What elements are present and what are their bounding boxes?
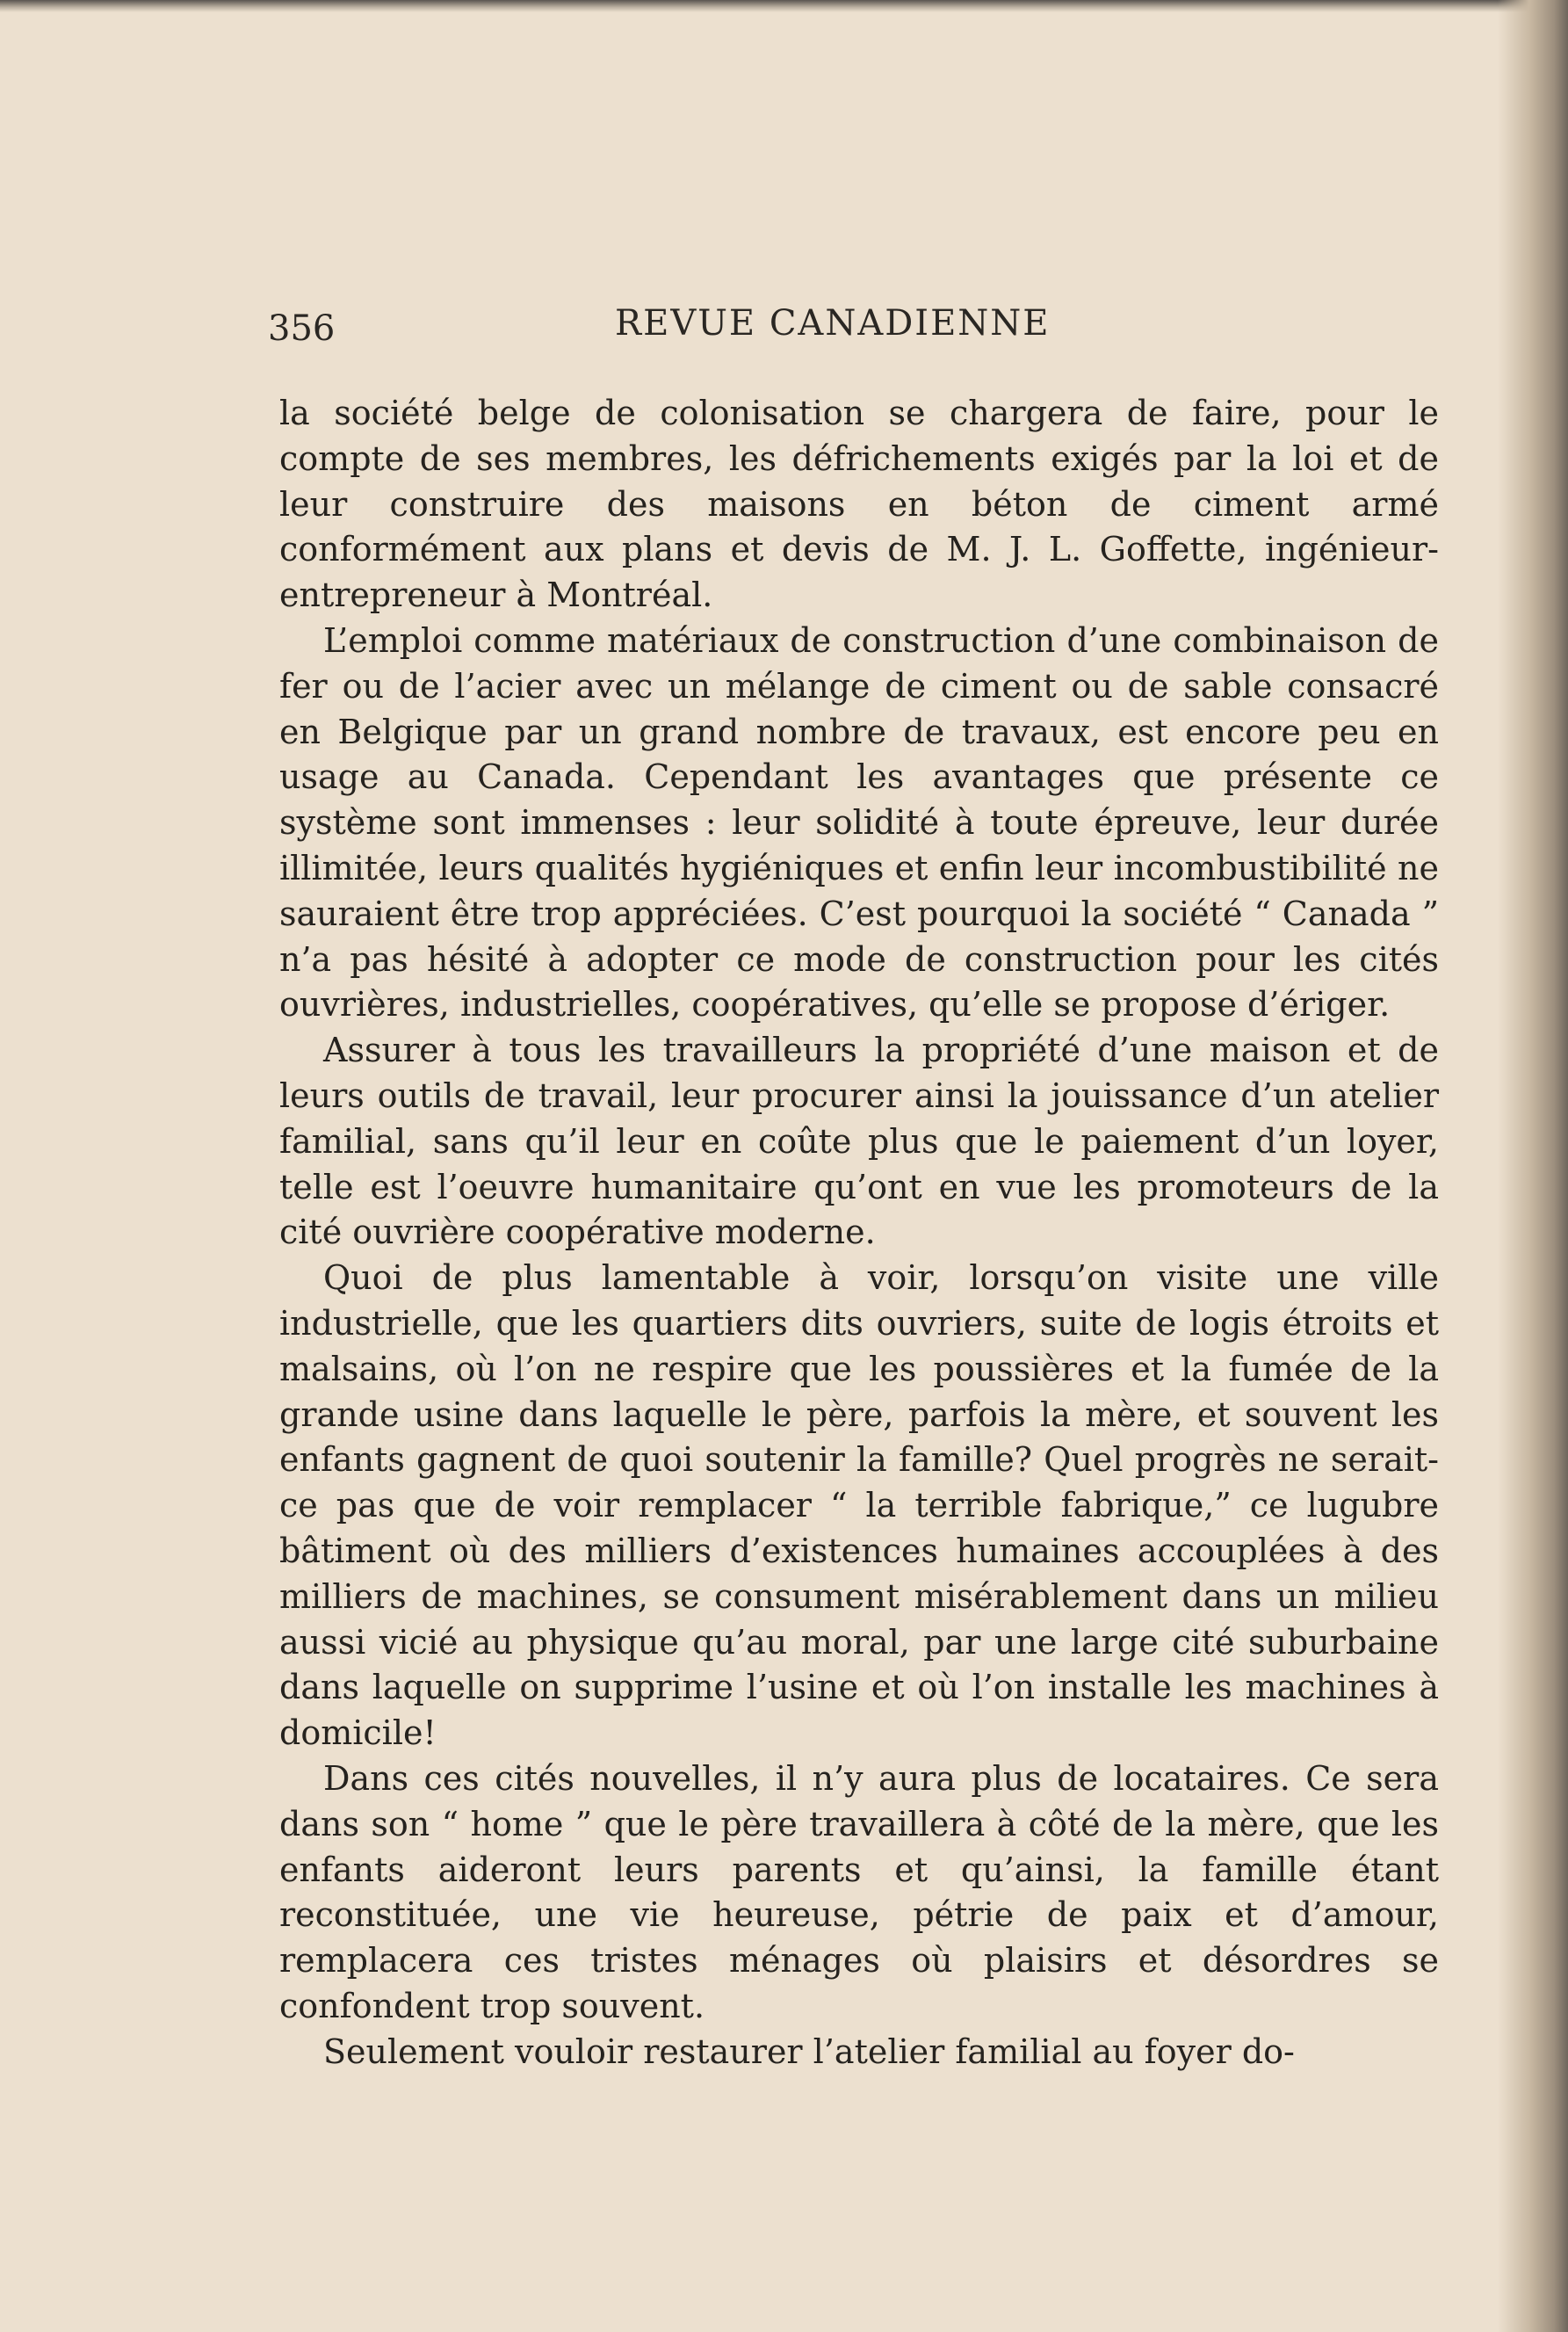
paragraph: Assurer à tous les travailleurs la propriété d’une maison et de leurs outils de travail, leur procurer ainsi la jouissance d’un atelier familial, sans qu’il leur en coûte plus que le paiement d’un loyer, telle est l’oeuvre humanitaire qu’ont en vue les promoteurs de la cité ouvrière coopérative moderne. (279, 1031, 1439, 1252)
running-head (268, 303, 1410, 356)
paragraph: L’emploi comme matériaux de construction d’une combinaison de fer ou de l’acier avec un mélange de ciment ou de sable consacré en Belgique par un grand nombre de travaux, est encore peu en usage au Canada. Cependant les avantages que présente ce système sont immenses : leur solidité à toute épreuve, leur durée illimitée, leurs qualités hygiéniques et enfin leur incombustibilité ne sauraient être trop appréciées. C’est pourquoi la société “ Canada ” n’a pas hésité à adopter ce mode de construction pour les cités ouvrières, industrielles, coopératives, qu’elle se propose d’ériger. (279, 620, 1439, 1025)
paragraph: la société belge de colonisation se chargera de faire, pour le compte de ses membres, les défrichements exigés par la loi et de leur construire des maisons en béton de ciment armé conformément aux plans et devis de M. J. L. Goffette, ingénieur-entrepreneur à Montréal. (279, 394, 1439, 615)
page-right-edge-shadow (1498, 0, 1568, 2332)
journal-title: REVUE CANADIENNE (615, 303, 1051, 344)
paragraph: Seulement vouloir restaurer l’atelier familial au foyer do- (323, 2031, 1295, 2071)
paragraph: Quoi de plus lamentable à voir, lorsqu’on visite une ville industrielle, que les quartiers dits ouvriers, suite de logis étroits et malsains, où l’on ne respire que les poussières et la fumée de la grande usine dans laquelle le père, parfois la mère, et souvent les enfants gagnent de quoi soutenir la famille? Quel progrès ne serait-ce pas que de voir remplacer “ la terrible fabrique,” ce lugubre bâtiment où des milliers d’existences humaines accouplées à des milliers de machines, se consument misérablement dans un milieu aussi vicié au physique qu’au moral, par une large cité suburbaine dans laquelle on supprime l’usine et où l’on installe les machines à domicile! (279, 1258, 1439, 1753)
page-top-edge (0, 0, 1568, 12)
article-body (279, 391, 1439, 2075)
page-number: 356 (268, 308, 336, 349)
paragraph: Dans ces cités nouvelles, il n’y aura plus de locataires. Ce sera dans son “ home ” que le père travaillera à côté de la mère, que les enfants aideront leurs parents et qu’ainsi, la famille étant reconstituée, une vie heureuse, pétrie de paix et d’amour, remplacera ces tristes ménages où plaisirs et désordres se confondent trop souvent. (279, 1758, 1439, 2025)
